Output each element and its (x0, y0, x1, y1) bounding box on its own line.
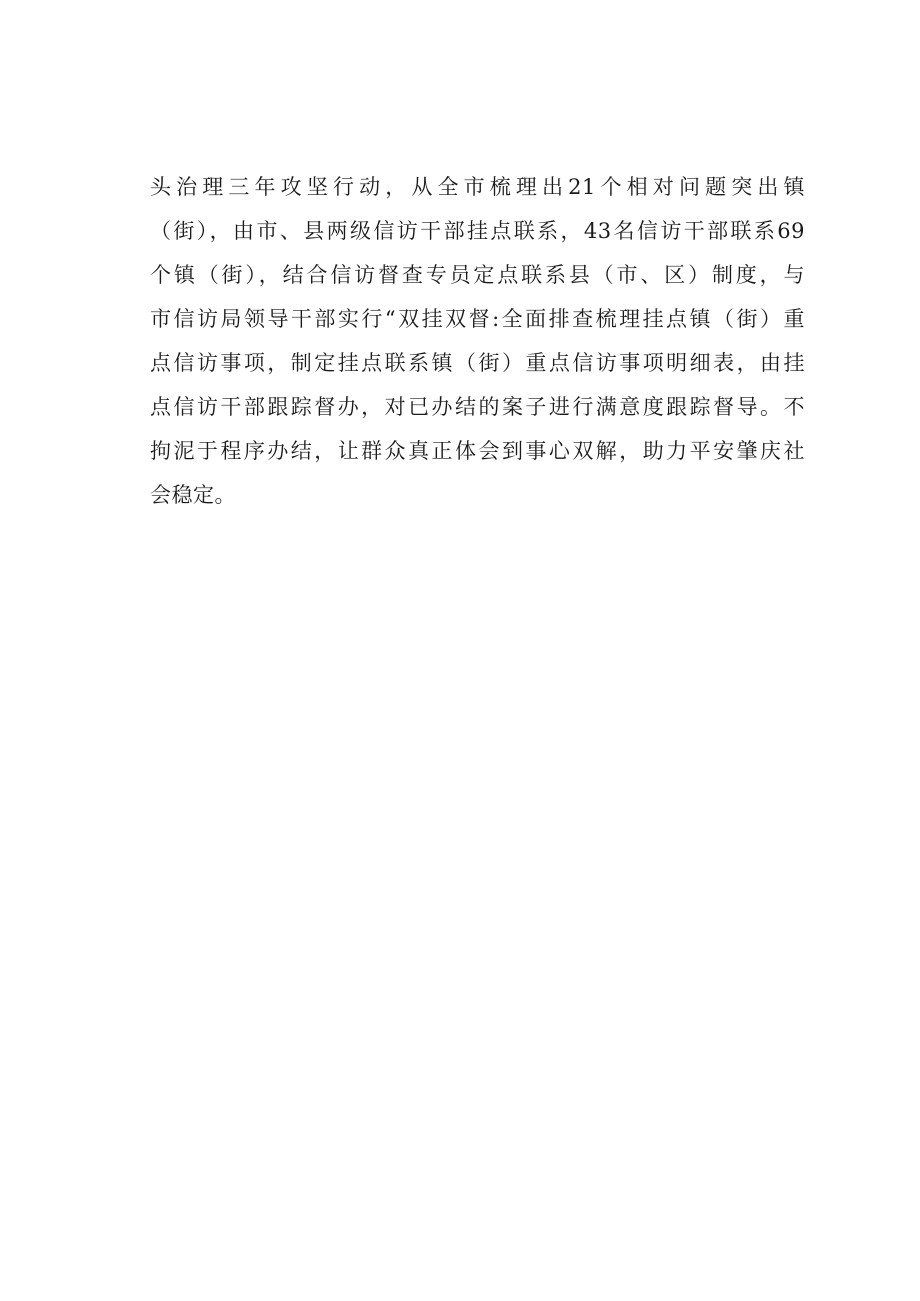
paragraph-line: 个镇（街），结合信访督查专员定点联系县（市、区）制度，与 (150, 263, 805, 287)
paragraph-line: 拘泥于程序办结，让群众真正体会到事心双解，助力平安肇庆社 (150, 439, 805, 463)
body-paragraph (150, 165, 805, 517)
paragraph-line-last: 会稳定。 (150, 483, 236, 507)
paragraph-line: 头治理三年攻坚行动，从全市梳理出21个相对问题突出镇 (150, 175, 805, 199)
paragraph-line: 点信访事项，制定挂点联系镇（街）重点信访事项明细表，由挂 (150, 351, 805, 375)
paragraph-line: 市信访局领导干部实行“双挂双督:全面排查梳理挂点镇（街）重 (150, 307, 805, 331)
paragraph-line: （街），由市、县两级信访干部挂点联系，43名信访干部联系69 (150, 219, 805, 243)
paragraph-line: 点信访干部跟踪督办，对已办结的案子进行满意度跟踪督导。不 (150, 395, 805, 419)
